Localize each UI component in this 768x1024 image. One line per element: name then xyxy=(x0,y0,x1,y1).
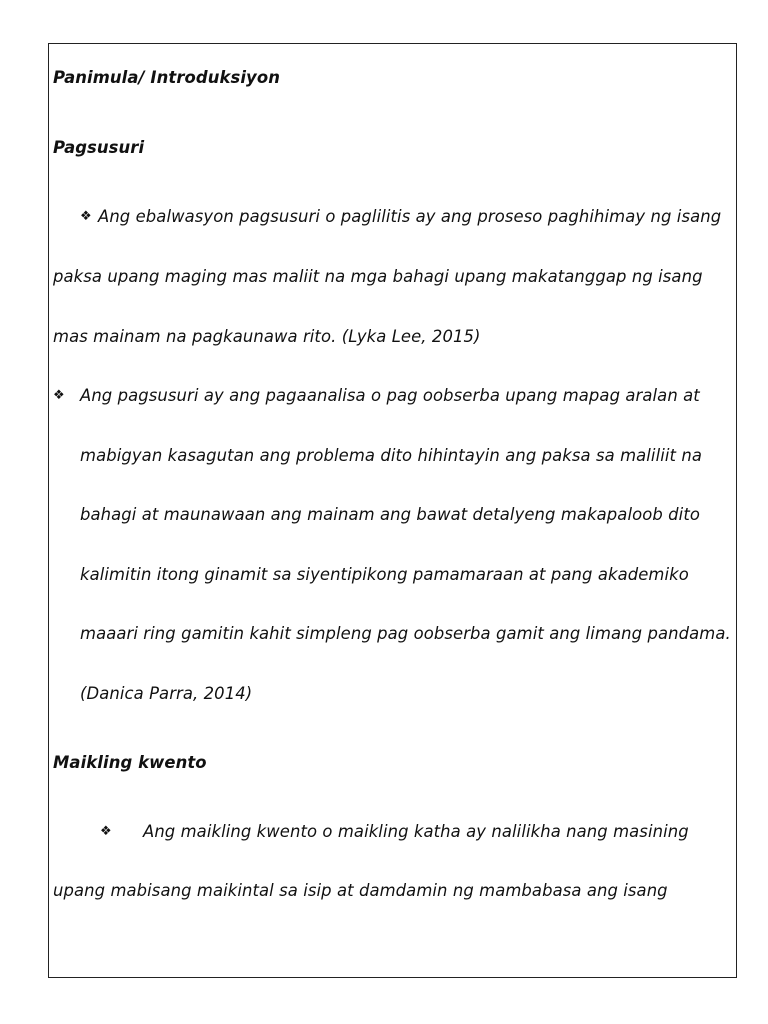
paragraph-1-line-3: mas mainam na pagkaunawa rito. (Lyka Lee, 2015) xyxy=(53,327,481,346)
paragraph-3-line-1: Ang maikling kwento o maikling katha ay nalilikha nang masining xyxy=(143,822,689,841)
heading-maikling-kwento: Maikling kwento xyxy=(53,753,207,772)
paragraph-2-line-1: Ang pagsusuri ay ang pagaanalisa o pag oobserba upang mapag aralan at xyxy=(80,386,700,405)
bullet-icon: ❖ xyxy=(53,388,65,403)
paragraph-2-line-5: maaari ring gamitin kahit simpleng pag oobserba gamit ang limang pandama. xyxy=(80,624,731,643)
paragraph-2-line-2: mabigyan kasagutan ang problema dito hihintayin ang paksa sa maliliit na xyxy=(80,446,703,465)
bullet-icon: ❖ xyxy=(100,824,112,839)
paragraph-3-line-2: upang mabisang maikintal sa isip at damdamin ng mambabasa ang isang xyxy=(53,881,668,900)
paragraph-2-citation: (Danica Parra, 2014) xyxy=(80,684,253,703)
paragraph-1-line-1: Ang ebalwasyon pagsusuri o paglilitis ay ang proseso paghihimay ng isang xyxy=(98,207,722,226)
paragraph-2-line-4: kalimitin itong ginamit sa siyentipikong pamamaraan at pang akademiko xyxy=(80,565,689,584)
paragraph-1-line-2: paksa upang maging mas maliit na mga bahagi upang makatanggap ng isang xyxy=(53,267,703,286)
paragraph-2-line-3: bahagi at maunawaan ang mainam ang bawat detalyeng makapaloob dito xyxy=(80,505,700,524)
bullet-icon: ❖ xyxy=(80,209,92,224)
heading-pagsusuri: Pagsusuri xyxy=(53,138,145,157)
heading-introduction: Panimula/ Introduksiyon xyxy=(53,68,280,87)
